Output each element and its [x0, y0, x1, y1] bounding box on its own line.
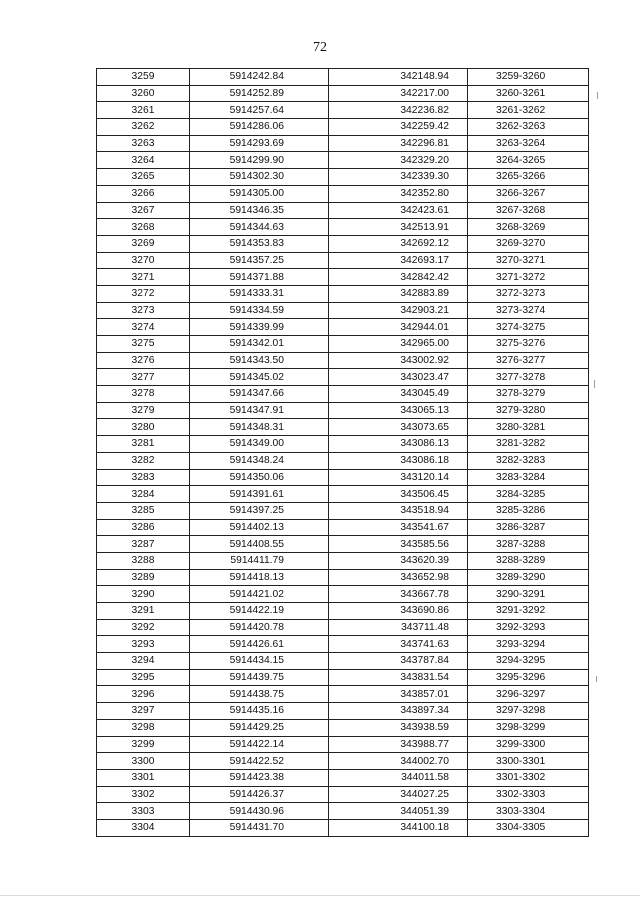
- table-row: [97, 235, 589, 252]
- point-id-cell: 3286: [97, 519, 190, 536]
- table-row: [97, 352, 589, 369]
- table-row: [97, 319, 589, 336]
- y-coordinate-cell: 343065.13: [329, 402, 468, 419]
- segment-cell: 3294-3295: [468, 653, 589, 670]
- segment-cell: 3277-3278: [468, 369, 589, 386]
- scan-mark: [597, 92, 598, 99]
- x-coordinate-cell: 5914411.79: [190, 552, 329, 569]
- y-coordinate-cell: 343073.65: [329, 419, 468, 436]
- x-coordinate-cell: 5914305.00: [190, 185, 329, 202]
- table-row: [97, 502, 589, 519]
- table-row: [97, 686, 589, 703]
- segment-cell: 3265-3266: [468, 169, 589, 186]
- point-id-cell: 3304: [97, 819, 190, 836]
- x-coordinate-cell: 5914371.88: [190, 269, 329, 286]
- table-row: [97, 219, 589, 236]
- table-row: [97, 285, 589, 302]
- segment-cell: 3280-3281: [468, 419, 589, 436]
- table-row: [97, 703, 589, 720]
- point-id-cell: 3263: [97, 135, 190, 152]
- x-coordinate-cell: 5914439.75: [190, 669, 329, 686]
- segment-cell: 3281-3282: [468, 436, 589, 453]
- x-coordinate-cell: 5914420.78: [190, 619, 329, 636]
- point-id-cell: 3299: [97, 736, 190, 753]
- point-id-cell: 3273: [97, 302, 190, 319]
- segment-cell: 3270-3271: [468, 252, 589, 269]
- y-coordinate-cell: 342513.91: [329, 219, 468, 236]
- table-row: [97, 719, 589, 736]
- scan-mark: [596, 676, 597, 682]
- point-id-cell: 3293: [97, 636, 190, 653]
- x-coordinate-cell: 5914242.84: [190, 69, 329, 86]
- point-id-cell: 3297: [97, 703, 190, 720]
- table-row: [97, 486, 589, 503]
- point-id-cell: 3269: [97, 235, 190, 252]
- x-coordinate-cell: 5914422.19: [190, 603, 329, 620]
- table-row: [97, 302, 589, 319]
- table-row: [97, 552, 589, 569]
- point-id-cell: 3285: [97, 502, 190, 519]
- y-coordinate-cell: 343620.39: [329, 552, 468, 569]
- segment-cell: 3275-3276: [468, 336, 589, 353]
- x-coordinate-cell: 5914348.31: [190, 419, 329, 436]
- y-coordinate-cell: 343831.54: [329, 669, 468, 686]
- y-coordinate-cell: 342217.00: [329, 85, 468, 102]
- segment-cell: 3260-3261: [468, 85, 589, 102]
- segment-cell: 3279-3280: [468, 402, 589, 419]
- point-id-cell: 3266: [97, 185, 190, 202]
- point-id-cell: 3278: [97, 386, 190, 403]
- point-id-cell: 3272: [97, 285, 190, 302]
- table-row: [97, 452, 589, 469]
- segment-cell: 3289-3290: [468, 569, 589, 586]
- point-id-cell: 3265: [97, 169, 190, 186]
- x-coordinate-cell: 5914343.50: [190, 352, 329, 369]
- point-id-cell: 3283: [97, 469, 190, 486]
- y-coordinate-cell: 343541.67: [329, 519, 468, 536]
- table-row: [97, 569, 589, 586]
- y-coordinate-cell: 343002.92: [329, 352, 468, 369]
- segment-cell: 3290-3291: [468, 586, 589, 603]
- x-coordinate-cell: 5914397.25: [190, 502, 329, 519]
- x-coordinate-cell: 5914342.01: [190, 336, 329, 353]
- x-coordinate-cell: 5914426.61: [190, 636, 329, 653]
- table-row: [97, 185, 589, 202]
- coordinates-table: [96, 68, 589, 837]
- y-coordinate-cell: 342944.01: [329, 319, 468, 336]
- y-coordinate-cell: 342296.81: [329, 135, 468, 152]
- y-coordinate-cell: 343897.34: [329, 703, 468, 720]
- point-id-cell: 3284: [97, 486, 190, 503]
- segment-cell: 3288-3289: [468, 552, 589, 569]
- x-coordinate-cell: 5914252.89: [190, 85, 329, 102]
- point-id-cell: 3287: [97, 536, 190, 553]
- y-coordinate-cell: 343120.14: [329, 469, 468, 486]
- table-row: [97, 769, 589, 786]
- point-id-cell: 3302: [97, 786, 190, 803]
- point-id-cell: 3303: [97, 803, 190, 820]
- y-coordinate-cell: 344011.58: [329, 769, 468, 786]
- point-id-cell: 3275: [97, 336, 190, 353]
- x-coordinate-cell: 5914435.16: [190, 703, 329, 720]
- x-coordinate-cell: 5914422.52: [190, 753, 329, 770]
- segment-cell: 3274-3275: [468, 319, 589, 336]
- table-row: [97, 419, 589, 436]
- x-coordinate-cell: 5914349.00: [190, 436, 329, 453]
- y-coordinate-cell: 343652.98: [329, 569, 468, 586]
- segment-cell: 3295-3296: [468, 669, 589, 686]
- segment-cell: 3296-3297: [468, 686, 589, 703]
- table-row: [97, 119, 589, 136]
- table-row: [97, 369, 589, 386]
- x-coordinate-cell: 5914346.35: [190, 202, 329, 219]
- segment-cell: 3271-3272: [468, 269, 589, 286]
- table-row: [97, 619, 589, 636]
- x-coordinate-cell: 5914299.90: [190, 152, 329, 169]
- y-coordinate-cell: 342352.80: [329, 185, 468, 202]
- point-id-cell: 3260: [97, 85, 190, 102]
- y-coordinate-cell: 343518.94: [329, 502, 468, 519]
- table-row: [97, 152, 589, 169]
- point-id-cell: 3277: [97, 369, 190, 386]
- page-number: 72: [313, 40, 327, 55]
- table-row: [97, 135, 589, 152]
- table-row: [97, 402, 589, 419]
- table-row: [97, 669, 589, 686]
- segment-cell: 3302-3303: [468, 786, 589, 803]
- table-row: [97, 519, 589, 536]
- segment-cell: 3278-3279: [468, 386, 589, 403]
- segment-cell: 3301-3302: [468, 769, 589, 786]
- segment-cell: 3261-3262: [468, 102, 589, 119]
- x-coordinate-cell: 5914430.96: [190, 803, 329, 820]
- point-id-cell: 3270: [97, 252, 190, 269]
- segment-cell: 3299-3300: [468, 736, 589, 753]
- segment-cell: 3303-3304: [468, 803, 589, 820]
- table-row: [97, 336, 589, 353]
- point-id-cell: 3267: [97, 202, 190, 219]
- y-coordinate-cell: 342259.42: [329, 119, 468, 136]
- x-coordinate-cell: 5914347.91: [190, 402, 329, 419]
- point-id-cell: 3296: [97, 686, 190, 703]
- table-row: [97, 603, 589, 620]
- x-coordinate-cell: 5914434.15: [190, 653, 329, 670]
- segment-cell: 3262-3263: [468, 119, 589, 136]
- table-row: [97, 803, 589, 820]
- x-coordinate-cell: 5914391.61: [190, 486, 329, 503]
- point-id-cell: 3279: [97, 402, 190, 419]
- point-id-cell: 3289: [97, 569, 190, 586]
- x-coordinate-cell: 5914353.83: [190, 235, 329, 252]
- segment-cell: 3268-3269: [468, 219, 589, 236]
- segment-cell: 3283-3284: [468, 469, 589, 486]
- segment-cell: 3263-3264: [468, 135, 589, 152]
- table-row: [97, 269, 589, 286]
- y-coordinate-cell: 342883.89: [329, 285, 468, 302]
- y-coordinate-cell: 342693.17: [329, 252, 468, 269]
- x-coordinate-cell: 5914350.06: [190, 469, 329, 486]
- point-id-cell: 3282: [97, 452, 190, 469]
- y-coordinate-cell: 343045.49: [329, 386, 468, 403]
- table-row: [97, 102, 589, 119]
- segment-cell: 3285-3286: [468, 502, 589, 519]
- table-row: [97, 636, 589, 653]
- point-id-cell: 3274: [97, 319, 190, 336]
- y-coordinate-cell: 342842.42: [329, 269, 468, 286]
- table-row: [97, 69, 589, 86]
- y-coordinate-cell: 343690.86: [329, 603, 468, 620]
- y-coordinate-cell: 343506.45: [329, 486, 468, 503]
- segment-cell: 3272-3273: [468, 285, 589, 302]
- y-coordinate-cell: 343667.78: [329, 586, 468, 603]
- table-row: [97, 586, 589, 603]
- point-id-cell: 3280: [97, 419, 190, 436]
- y-coordinate-cell: 343741.63: [329, 636, 468, 653]
- segment-cell: 3282-3283: [468, 452, 589, 469]
- point-id-cell: 3268: [97, 219, 190, 236]
- x-coordinate-cell: 5914257.64: [190, 102, 329, 119]
- table-row: [97, 386, 589, 403]
- x-coordinate-cell: 5914302.30: [190, 169, 329, 186]
- point-id-cell: 3301: [97, 769, 190, 786]
- segment-cell: 3293-3294: [468, 636, 589, 653]
- point-id-cell: 3295: [97, 669, 190, 686]
- segment-cell: 3286-3287: [468, 519, 589, 536]
- point-id-cell: 3290: [97, 586, 190, 603]
- point-id-cell: 3300: [97, 753, 190, 770]
- y-coordinate-cell: 343086.18: [329, 452, 468, 469]
- segment-cell: 3300-3301: [468, 753, 589, 770]
- table-row: [97, 202, 589, 219]
- x-coordinate-cell: 5914423.38: [190, 769, 329, 786]
- x-coordinate-cell: 5914334.59: [190, 302, 329, 319]
- y-coordinate-cell: 344100.18: [329, 819, 468, 836]
- y-coordinate-cell: 342903.21: [329, 302, 468, 319]
- x-coordinate-cell: 5914431.70: [190, 819, 329, 836]
- y-coordinate-cell: 343023.47: [329, 369, 468, 386]
- y-coordinate-cell: 343988.77: [329, 736, 468, 753]
- x-coordinate-cell: 5914345.02: [190, 369, 329, 386]
- point-id-cell: 3292: [97, 619, 190, 636]
- table-row: [97, 252, 589, 269]
- y-coordinate-cell: 343585.56: [329, 536, 468, 553]
- table-row: [97, 169, 589, 186]
- y-coordinate-cell: 342423.61: [329, 202, 468, 219]
- x-coordinate-cell: 5914418.13: [190, 569, 329, 586]
- segment-cell: 3292-3293: [468, 619, 589, 636]
- x-coordinate-cell: 5914357.25: [190, 252, 329, 269]
- point-id-cell: 3276: [97, 352, 190, 369]
- segment-cell: 3304-3305: [468, 819, 589, 836]
- x-coordinate-cell: 5914421.02: [190, 586, 329, 603]
- segment-cell: 3291-3292: [468, 603, 589, 620]
- x-coordinate-cell: 5914422.14: [190, 736, 329, 753]
- y-coordinate-cell: 343857.01: [329, 686, 468, 703]
- y-coordinate-cell: 342236.82: [329, 102, 468, 119]
- point-id-cell: 3291: [97, 603, 190, 620]
- table-row: [97, 469, 589, 486]
- point-id-cell: 3259: [97, 69, 190, 86]
- y-coordinate-cell: 343787.84: [329, 653, 468, 670]
- y-coordinate-cell: 343711.48: [329, 619, 468, 636]
- point-id-cell: 3298: [97, 719, 190, 736]
- table-row: [97, 653, 589, 670]
- x-coordinate-cell: 5914286.06: [190, 119, 329, 136]
- x-coordinate-cell: 5914333.31: [190, 285, 329, 302]
- x-coordinate-cell: 5914339.99: [190, 319, 329, 336]
- point-id-cell: 3264: [97, 152, 190, 169]
- segment-cell: 3273-3274: [468, 302, 589, 319]
- segment-cell: 3267-3268: [468, 202, 589, 219]
- segment-cell: 3287-3288: [468, 536, 589, 553]
- coordinates-table-body: [97, 69, 589, 837]
- y-coordinate-cell: 344051.39: [329, 803, 468, 820]
- y-coordinate-cell: 343938.59: [329, 719, 468, 736]
- x-coordinate-cell: 5914426.37: [190, 786, 329, 803]
- table-row: [97, 85, 589, 102]
- point-id-cell: 3288: [97, 552, 190, 569]
- y-coordinate-cell: 342148.94: [329, 69, 468, 86]
- x-coordinate-cell: 5914429.25: [190, 719, 329, 736]
- x-coordinate-cell: 5914438.75: [190, 686, 329, 703]
- x-coordinate-cell: 5914344.63: [190, 219, 329, 236]
- x-coordinate-cell: 5914408.55: [190, 536, 329, 553]
- point-id-cell: 3294: [97, 653, 190, 670]
- segment-cell: 3298-3299: [468, 719, 589, 736]
- table-row: [97, 786, 589, 803]
- segment-cell: 3264-3265: [468, 152, 589, 169]
- y-coordinate-cell: 344027.25: [329, 786, 468, 803]
- x-coordinate-cell: 5914402.13: [190, 519, 329, 536]
- y-coordinate-cell: 342339.30: [329, 169, 468, 186]
- scan-mark: [0, 895, 640, 896]
- point-id-cell: 3271: [97, 269, 190, 286]
- table-row: [97, 536, 589, 553]
- y-coordinate-cell: 342329.20: [329, 152, 468, 169]
- y-coordinate-cell: 344002.70: [329, 753, 468, 770]
- segment-cell: 3276-3277: [468, 352, 589, 369]
- segment-cell: 3266-3267: [468, 185, 589, 202]
- point-id-cell: 3262: [97, 119, 190, 136]
- segment-cell: 3284-3285: [468, 486, 589, 503]
- y-coordinate-cell: 342965.00: [329, 336, 468, 353]
- y-coordinate-cell: 343086.13: [329, 436, 468, 453]
- x-coordinate-cell: 5914347.66: [190, 386, 329, 403]
- y-coordinate-cell: 342692.12: [329, 235, 468, 252]
- table-row: [97, 736, 589, 753]
- point-id-cell: 3281: [97, 436, 190, 453]
- segment-cell: 3269-3270: [468, 235, 589, 252]
- point-id-cell: 3261: [97, 102, 190, 119]
- x-coordinate-cell: 5914348.24: [190, 452, 329, 469]
- segment-cell: 3297-3298: [468, 703, 589, 720]
- table-row: [97, 753, 589, 770]
- table-row: [97, 819, 589, 836]
- x-coordinate-cell: 5914293.69: [190, 135, 329, 152]
- table-row: [97, 436, 589, 453]
- segment-cell: 3259-3260: [468, 69, 589, 86]
- scan-mark: [594, 380, 595, 388]
